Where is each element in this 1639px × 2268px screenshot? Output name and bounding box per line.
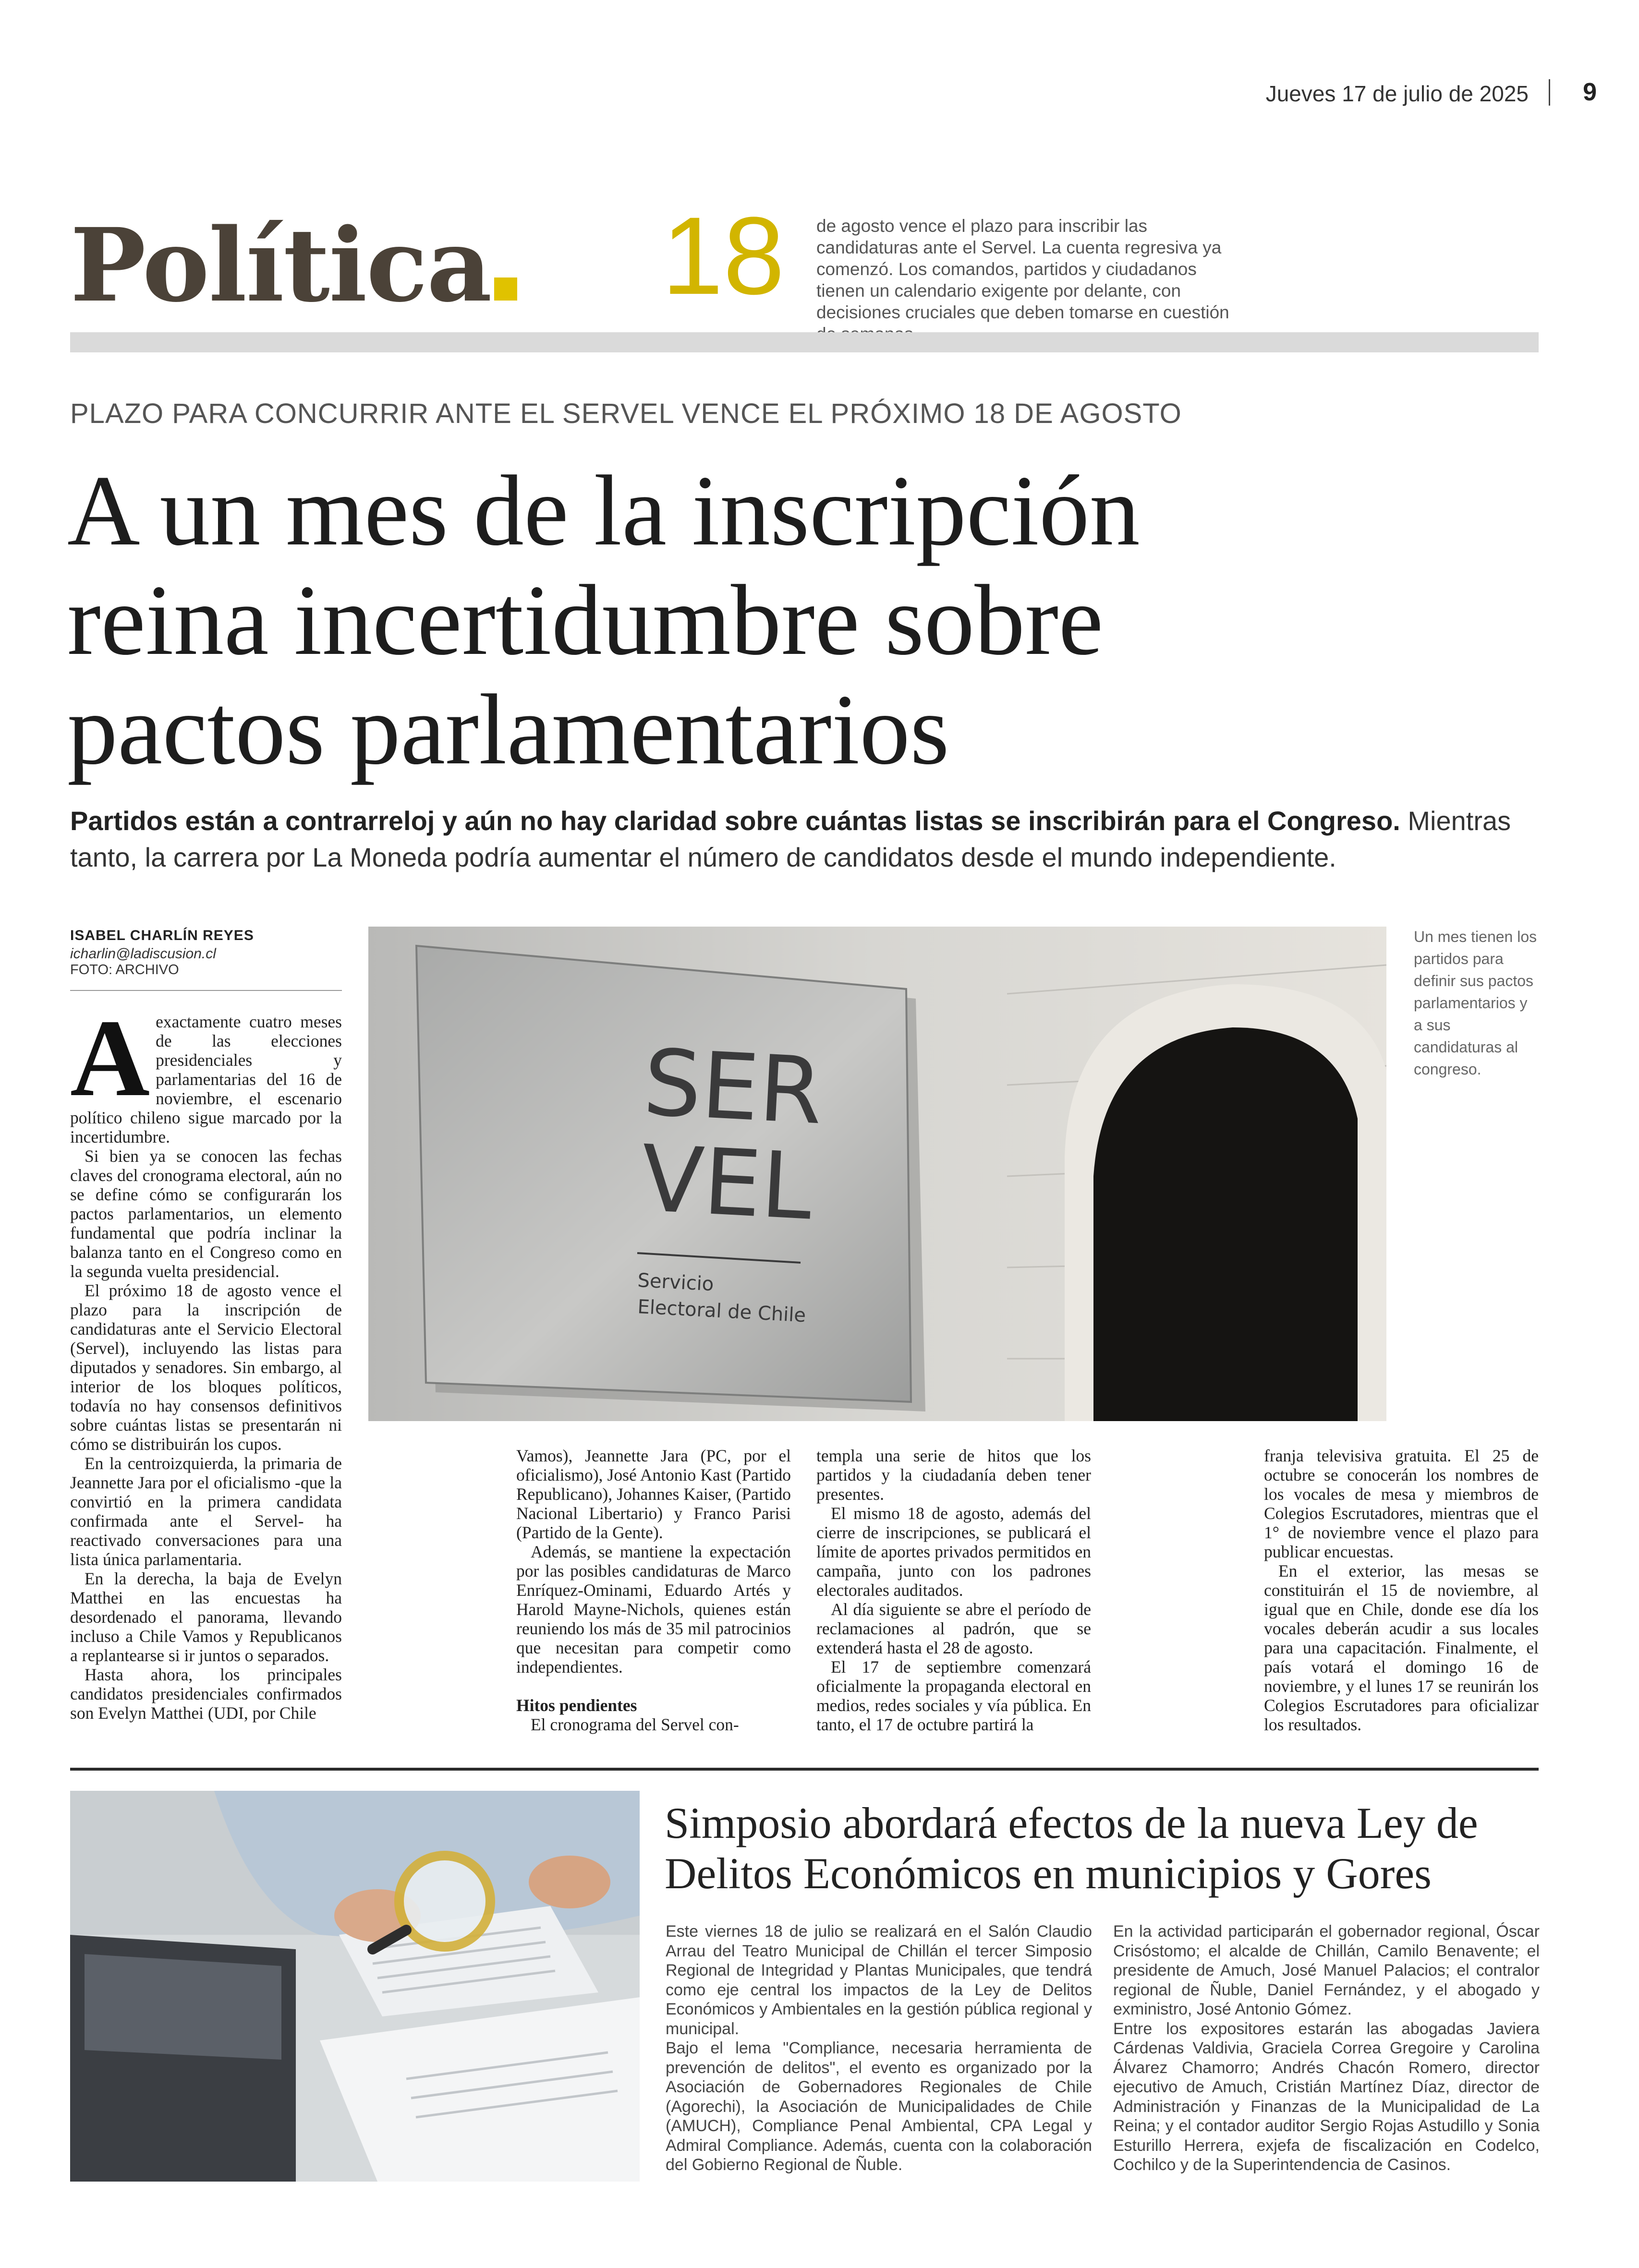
dek-rest: Mientras tanto, la carrera por La Moneda podría aumentar el número de candidatos desde el mundo independiente. bbox=[70, 806, 1511, 872]
article-headline bbox=[67, 456, 1508, 784]
section-title-text: Política bbox=[70, 206, 491, 325]
sign-text-electoral: Electoral de Chile bbox=[637, 1296, 807, 1327]
documents-photo-illustration bbox=[70, 1791, 640, 2182]
photo-caption: Un mes tienen los partidos para definir sus pactos parlamentarios y a sus candidaturas al congreso. bbox=[1414, 928, 1537, 1078]
byline-photo-credit: FOTO: ARCHIVO bbox=[70, 962, 179, 977]
secondary-paragraph: Bajo el lema "Compliance, necesaria herramienta de prevención de delitos", el evento es organizado por la Asociación de Gobernadores Regionales de Chile (Agorechi), la Asociación de Municipalidades de Chile (AMUCH), Compliance Penal Ambiental, CPA Legal y Admiral Compliance. Además, cuenta con la colaboración del Gobierno Regional de Ñuble. bbox=[666, 2039, 1092, 2174]
article-kicker: PLAZO PARA CONCURRIR ANTE EL SERVEL VENCE EL PRÓXIMO 18 DE AGOSTO bbox=[70, 398, 1182, 429]
article-subhead: Hitos pendientes bbox=[516, 1696, 637, 1715]
highlight-number: 18 bbox=[662, 194, 785, 317]
story-divider bbox=[70, 1768, 1539, 1771]
article-column-3 bbox=[816, 1446, 1091, 1734]
servel-photo-illustration bbox=[368, 927, 1386, 1421]
article-paragraph: El 17 de septiembre comenzará oficialmente la propaganda electoral en medios, redes sociales y vía pública. En tanto, el 17 de octubre partirá la bbox=[816, 1657, 1091, 1734]
article-paragraph: Si bien ya se conocen las fechas claves del cronograma electoral, aún no se define cómo se configurarán los pactos parlamentarios, un elemento fundamental que podría inclinar la balanza tanto en el Congreso como en la segunda vuelta presidencial. bbox=[70, 1146, 342, 1281]
article-paragraph: Hasta ahora, los principales candidatos presidenciales confirmados son Evelyn Matthei (UDI, por Chile bbox=[70, 1665, 342, 1723]
article-paragraph: templa una serie de hitos que los partidos y la ciudadanía deben tener presentes. bbox=[816, 1446, 1091, 1504]
drop-cap: A bbox=[70, 997, 150, 1119]
article-paragraph: exactamente cuatro meses de las elecciones presidenciales y parlamentarias del 16 de noviembre, el escenario político chileno sigue marcado por la incertidumbre. bbox=[70, 1012, 342, 1146]
article-paragraph: franja televisiva gratuita. El 25 de octubre se conocerán los nombres de los vocales de mesa y miembros de Colegios Escrutadores, mientras que el 1° de noviembre vence el plazo para publicar encuestas. bbox=[1264, 1446, 1539, 1561]
article-paragraph: El próximo 18 de agosto vence el plazo para la inscripción de candidaturas ante el Servicio Electoral (Servel), incluyendo las listas para diputados y senadores. Sin embargo, al interior de los bloques políticos, todavía no hay consensos definitivos sobre cuántas listas se presentarán ni cómo se distribuirán los cupos. bbox=[70, 1281, 342, 1454]
documents-magnifier-photo bbox=[70, 1791, 640, 2182]
highlight-text: de agosto vence el plazo para inscribir las candidaturas ante el Servel. La cuenta regresiva ya comenzó. Los comandos, partidos y ciudadanos tienen un calendario exigente por delante, con decisiones cruciales que deben tomarse en cuestión bbox=[816, 216, 1229, 322]
secondary-column-2 bbox=[1113, 1922, 1540, 2175]
dateline-divider bbox=[1549, 79, 1550, 106]
secondary-paragraph: Entre los expositores estarán las abogadas Javiera Cárdenas Valdivia, Graciela Correa Gregoire y Carolina Álvarez Chamorro; Andrés Chacón Romero, director ejecutivo de Amuch, Cristián Martínez Díaz, director de Administración y Finanzas de la Municipalidad de La Reina; y el contador auditor Sergio Rojas Astudillo y Sonia Esturillo Herrera, exjefa de fiscalización en Codelco, Cochilco y de la Superintendencia de Casinos. bbox=[1113, 2019, 1540, 2174]
headline-line: A un mes de la inscripción bbox=[67, 455, 1140, 567]
sign-text-vel: VEL bbox=[638, 1125, 815, 1241]
secondary-paragraph: Este viernes 18 de julio se realizará en el Salón Claudio Arrau del Teatro Municipal de Chillán el tercer Simposio Regional de Integridad y Plantas Municipales, que tendrá como eje central los impactos de la Ley de Delitos Económicos y Ambientales en la gestión pública regional y municipal. bbox=[666, 1922, 1092, 2038]
article-column-4 bbox=[1264, 1446, 1539, 1734]
byline-divider bbox=[70, 990, 342, 991]
sign-text-ser: SER bbox=[641, 1029, 826, 1145]
article-paragraph: En la centroizquierda, la primaria de Jeannette Jara por el oficialismo -que la convirtió en la primera candidata confirmada ante el Servel- ha reactivado conversaciones para una lista única parlamentaria. bbox=[70, 1454, 342, 1569]
dateline: Jueves 17 de julio de 2025 bbox=[1265, 81, 1529, 106]
section-divider-bar bbox=[70, 332, 1539, 352]
page-number: 9 bbox=[1583, 78, 1597, 106]
article-paragraph: Además, se mantiene la expectación por las posibles candidaturas de Marco Enríquez-Ominami, Eduardo Artés y Harold Mayne-Nichols, quienes están reuniendo los más de 35 mil patrocinios que necesitan para competir como independientes. bbox=[516, 1542, 791, 1677]
servel-sign-photo bbox=[368, 927, 1386, 1421]
section-title-dot bbox=[494, 277, 517, 301]
article-paragraph: El cronograma del Servel con- bbox=[531, 1715, 739, 1734]
byline-email: icharlin@ladiscusion.cl bbox=[70, 946, 216, 962]
section-title bbox=[70, 206, 517, 325]
byline-author: ISABEL CHARLÍN REYES bbox=[70, 928, 254, 943]
article-paragraph: En la derecha, la baja de Evelyn Matthei en las encuestas ha desordenado el panorama, llevando incluso a Chile Vamos y Republicanos a replantearse si ir juntos o separados. bbox=[70, 1569, 342, 1665]
sign-text-servicio: Servicio bbox=[637, 1269, 715, 1296]
secondary-headline: Simposio abordará efectos de la nueva Ley de Delitos Económicos en municipios y Gores bbox=[665, 1798, 1478, 1898]
article-paragraph: Vamos), Jeannette Jara (PC, por el oficialismo), José Antonio Kast (Partido Republicano), Johannes Kaiser, (Partido Nacional Libertario) y Franco Parisi (Partido de la Gente). bbox=[516, 1446, 791, 1542]
secondary-column-1 bbox=[666, 1922, 1092, 2175]
article-column-1 bbox=[70, 997, 342, 1723]
article-paragraph: En el exterior, las mesas se constituirán el 15 de noviembre, al igual que en Chile, donde ese día los vocales deberán acudir a sus locales para una capacitación. Finalmente, el país votará el domingo 16 de noviembre, y el lunes 17 se reunirán los Colegios Escrutadores para oficializar los resultados. bbox=[1264, 1561, 1539, 1734]
headline-line: pactos parlamentarios bbox=[67, 674, 949, 785]
headline-line: reina incertidumbre sobre bbox=[67, 565, 1104, 676]
secondary-paragraph: En la actividad participarán el gobernador regional, Óscar Crisóstomo; el alcalde de Chillán, Camilo Benavente; el presidente de Amuch, José Manuel Palacios; el contralor regional de Ñuble, Daniel Fernández, y el abogado y exministro, José Antonio Gómez. bbox=[1113, 1922, 1540, 2018]
article-paragraph: El mismo 18 de agosto, además del cierre de inscripciones, se publicará el límite de aportes privados permitidos en campaña, junto con los padrones electorales auditados. bbox=[816, 1504, 1091, 1600]
article-paragraph: Al día siguiente se abre el período de reclamaciones al padrón, que se extenderá hasta el 28 de agosto. bbox=[816, 1600, 1091, 1657]
dek-bold: Partidos están a contrarreloj y aún no hay claridad sobre cuántas listas se inscribirán para el Congreso. bbox=[70, 806, 1400, 836]
article-dek bbox=[70, 803, 1540, 876]
article-column-2 bbox=[516, 1446, 791, 1734]
